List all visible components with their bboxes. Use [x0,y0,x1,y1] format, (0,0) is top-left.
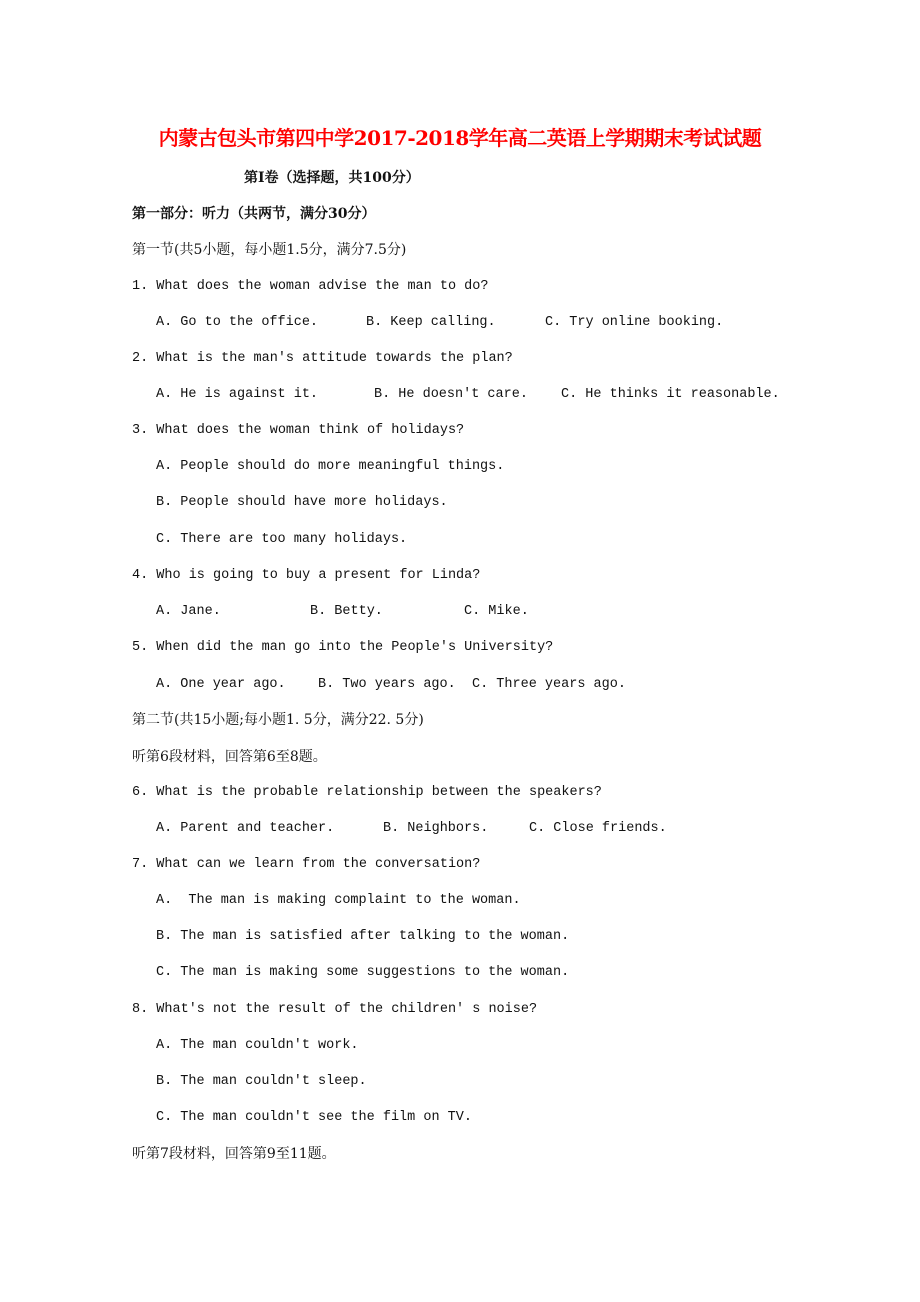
question: 1. What does the woman advise the man to do? [132,279,489,294]
section-heading: 第一节(共5小题，每小题1.5分，满分7.5分) [132,242,407,258]
option: C. Close friends. [529,821,667,836]
question: 2. What is the man's attitude towards the plan? [132,351,513,366]
option: B. The man couldn't sleep. [156,1074,367,1089]
option: A. He is against it. [156,387,319,402]
option: A. Go to the office. [156,315,319,330]
option: A. The man couldn't work. [156,1038,359,1053]
option: A. Jane. [156,604,221,619]
option: C. He thinks it reasonable. [561,387,780,402]
option: B. He doesn't care. [374,387,528,402]
part-heading: 第一部分：听力（共两节，满分30分） [132,206,376,222]
option: A. One year ago. [156,677,286,692]
option: B. Two years ago. [318,677,456,692]
option: A. People should do more meaningful things. [156,459,505,474]
document-title: 内蒙古包头市第四中学2017-2018学年高二英语上学期期末考试试题 [158,126,762,150]
question: 8. What's not the result of the children' s noise? [132,1002,538,1017]
question: 5. When did the man go into the People's University? [132,640,554,655]
instruction: 听第6段材料，回答第6至8题。 [132,749,327,765]
option: A. Parent and teacher. [156,821,335,836]
option: B. The man is satisfied after talking to the woman. [156,929,570,944]
option: B. People should have more holidays. [156,495,448,510]
question: 3. What does the woman think of holidays? [132,423,465,438]
option: C. There are too many holidays. [156,532,408,547]
option: C. The man is making some suggestions to the woman. [156,965,570,980]
question: 6. What is the probable relationship between the speakers? [132,785,602,800]
section-heading: 第二节(共15小题;每小题1. 5分，满分22. 5分) [132,712,424,728]
option: B. Betty. [310,604,383,619]
option: C. Mike. [464,604,529,619]
option: B. Neighbors. [383,821,489,836]
option: C. Three years ago. [472,677,626,692]
option: C. Try online booking. [545,315,724,330]
volume-heading: 第I卷（选择题，共100分） [244,170,420,186]
option: C. The man couldn't see the film on TV. [156,1110,472,1125]
question: 4. Who is going to buy a present for Linda? [132,568,481,583]
option: A. The man is making complaint to the woman. [156,893,521,908]
question: 7. What can we learn from the conversation? [132,857,481,872]
instruction: 听第7段材料，回答第9至11题。 [132,1146,336,1162]
option: B. Keep calling. [366,315,496,330]
